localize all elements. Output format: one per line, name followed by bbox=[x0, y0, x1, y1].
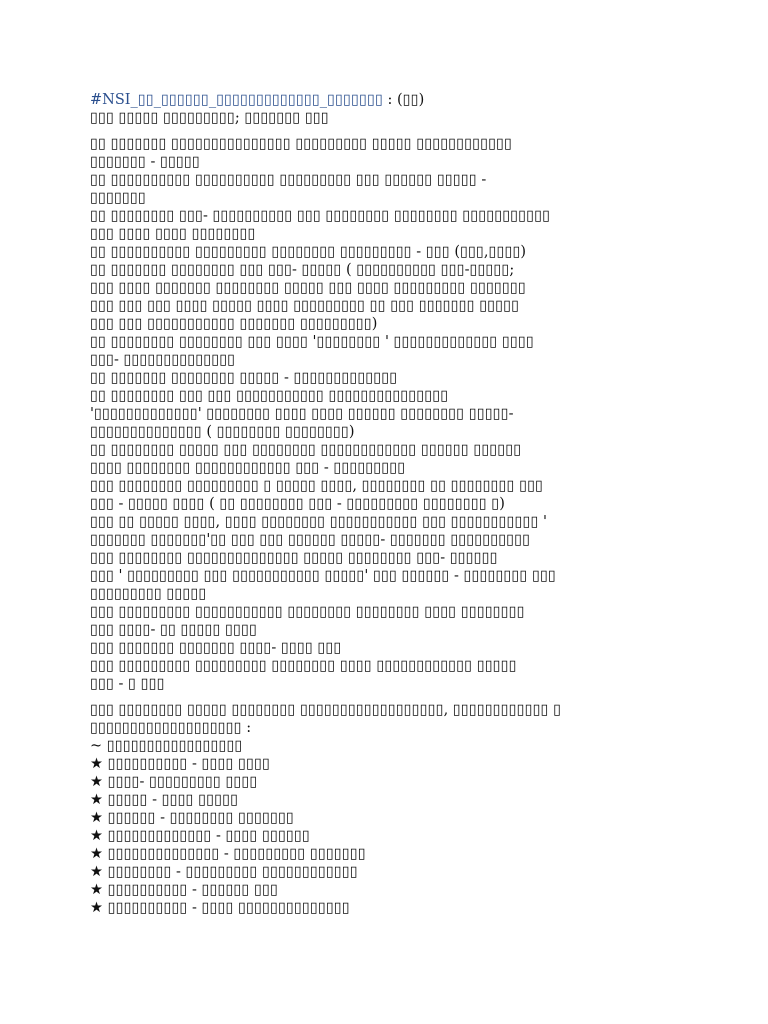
text-line: ▯▯▯ ▯▯▯▯- ▯▯ ▯▯▯▯▯ ▯▯▯▯ bbox=[90, 622, 257, 638]
text-line: ▯▯▯▯▯▯▯ - ▯▯▯▯▯ bbox=[90, 154, 200, 170]
list-item: ★ ▯▯▯▯▯▯▯▯▯▯ - ▯▯▯▯▯▯ ▯▯▯ bbox=[90, 882, 278, 898]
text-line: ▯▯▯- ▯▯▯▯▯▯▯▯▯▯▯▯▯▯ bbox=[90, 352, 236, 368]
text-line: ▯▯▯ ▯▯▯▯▯▯▯ ▯▯▯▯▯▯▯ ▯▯▯▯- ▯▯▯▯ ▯▯▯ bbox=[90, 640, 342, 656]
text-line: ▯▯▯ ▯▯▯▯ ▯▯▯▯ ▯▯▯▯▯▯▯▯ bbox=[90, 226, 256, 242]
subtitle: ▯▯▯ ▯▯▯▯▯ ▯▯▯▯▯▯▯▯▯; ▯▯▯▯▯▯▯ ▯▯▯ bbox=[90, 110, 329, 126]
list-item: ★ ▯▯▯▯▯▯▯▯▯▯▯▯▯▯ - ▯▯▯▯▯▯▯▯▯ ▯▯▯▯▯▯▯ bbox=[90, 846, 366, 862]
list-item: ★ ▯▯▯▯▯▯ - ▯▯▯▯▯▯▯▯ ▯▯▯▯▯▯▯ bbox=[90, 810, 294, 826]
list-item: ★ ▯▯▯▯▯▯▯▯▯▯ - ▯▯▯▯ ▯▯▯▯▯▯▯▯▯▯▯▯▯▯ bbox=[90, 900, 350, 916]
text-line: ▯▯ ▯▯▯▯▯▯▯▯▯▯ ▯▯▯▯▯▯▯▯▯▯ ▯▯▯▯▯▯▯▯▯ ▯▯▯ ▯▯▯▯▯▯ ▯▯▯▯▯ - bbox=[90, 172, 487, 188]
text-line: ▯▯▯▯▯▯▯ ▯▯▯▯▯▯▯'▯▯ ▯▯▯ ▯▯▯ ▯▯▯▯▯▯ ▯▯▯▯▯- ▯▯▯▯▯▯▯ ▯▯▯▯▯▯▯▯▯▯ bbox=[90, 532, 531, 548]
text-line: ▯▯▯ ▯▯▯ ▯▯▯ ▯▯▯▯ ▯▯▯▯▯ ▯▯▯▯ ▯▯▯▯▯▯▯▯▯ ▯▯ ▯▯▯ ▯▯▯▯▯▯▯ ▯▯▯▯▯ bbox=[90, 298, 520, 314]
text-line: ▯▯ ▯▯▯▯▯▯▯▯ ▯▯▯ ▯▯▯ ▯▯▯▯▯▯▯▯▯▯▯ ▯▯▯▯▯▯▯▯▯▯▯▯▯▯▯ bbox=[90, 388, 449, 404]
text-line: ▯▯ ▯▯▯▯▯▯▯▯▯▯ ▯▯▯▯▯▯▯▯▯ ▯▯▯▯▯▯▯▯ ▯▯▯▯▯▯▯▯▯ - ▯▯▯ (▯▯▯,▯▯▯▯) bbox=[90, 244, 527, 260]
text-line: ▯▯▯ ▯▯▯▯▯▯▯▯▯ ▯▯▯▯▯▯▯▯▯ ▯▯▯▯▯▯▯▯ ▯▯▯▯ ▯▯▯▯▯▯▯▯▯▯▯▯ ▯▯▯▯▯ bbox=[90, 658, 517, 674]
spacer bbox=[90, 127, 690, 135]
text-line: ▯▯▯▯▯▯▯▯▯ ▯▯▯▯▯ bbox=[90, 586, 207, 602]
list-intro-line: ~ ▯▯▯▯▯▯▯▯▯▯▯▯▯▯▯▯▯ bbox=[90, 738, 243, 754]
list-intro bbox=[90, 701, 690, 755]
text-line: ▯▯▯▯▯▯▯▯▯▯▯▯▯▯ ( ▯▯▯▯▯▯▯▯ ▯▯▯▯▯▯▯▯) bbox=[90, 424, 355, 440]
list-item: ★ ▯▯▯▯▯▯▯▯▯▯ - ▯▯▯▯ ▯▯▯▯ bbox=[90, 756, 270, 772]
text-line: ▯▯ ▯▯▯▯▯▯▯ ▯▯▯▯▯▯▯▯ ▯▯▯▯▯ - ▯▯▯▯▯▯▯▯▯▯▯▯▯ bbox=[90, 370, 398, 386]
text-line: ▯▯▯ - ▯▯▯▯▯ ▯▯▯▯ ( ▯▯ ▯▯▯▯▯▯▯▯ ▯▯▯ - ▯▯▯▯▯▯▯▯▯ ▯▯▯▯▯▯▯▯ ▯) bbox=[90, 496, 505, 512]
text-line: ▯▯ ▯▯▯▯▯▯▯ ▯▯▯▯▯▯▯▯ ▯▯▯ ▯▯▯- ▯▯▯▯▯ ( ▯▯▯▯▯▯▯▯▯▯ ▯▯▯-▯▯▯▯▯; bbox=[90, 262, 515, 278]
text-line: ▯▯▯ ▯▯▯▯▯▯▯▯ ▯▯▯▯▯▯▯▯▯▯▯▯▯▯ ▯▯▯▯▯ ▯▯▯▯▯▯▯▯ ▯▯▯- ▯▯▯▯▯▯ bbox=[90, 550, 498, 566]
text-line: ▯▯▯▯ ▯▯▯▯▯▯▯▯ ▯▯▯▯▯▯▯▯▯▯▯▯ ▯▯▯ - ▯▯▯▯▯▯▯▯▯ bbox=[90, 460, 406, 476]
text-line: ▯▯▯ ▯▯▯ ▯▯▯▯▯▯▯▯▯▯▯ ▯▯▯▯▯▯▯ ▯▯▯▯▯▯▯▯▯) bbox=[90, 316, 378, 332]
text-line: ▯▯▯ ▯▯ ▯▯▯▯▯ ▯▯▯▯, ▯▯▯▯ ▯▯▯▯▯▯▯▯ ▯▯▯▯▯▯▯▯▯▯▯ ▯▯▯ ▯▯▯▯▯▯▯▯▯▯▯ ' bbox=[90, 514, 548, 530]
header-line bbox=[90, 91, 690, 109]
text-line: ▯▯ ▯▯▯▯▯▯▯▯ ▯▯▯- ▯▯▯▯▯▯▯▯▯▯ ▯▯▯ ▯▯▯▯▯▯▯▯ ▯▯▯▯▯▯▯▯ ▯▯▯▯▯▯▯▯▯▯▯ bbox=[90, 208, 551, 224]
list-item: ★ ▯▯▯▯▯▯▯▯ - ▯▯▯▯▯▯▯▯▯ ▯▯▯▯▯▯▯▯▯▯▯▯ bbox=[90, 864, 358, 880]
text-line: ▯▯ ▯▯▯▯▯▯▯ ▯▯▯▯▯▯▯▯▯▯▯▯▯▯▯ ▯▯▯▯▯▯▯▯▯ ▯▯▯▯▯ ▯▯▯▯▯▯▯▯▯▯▯▯ bbox=[90, 136, 513, 152]
text-line: ▯▯▯▯▯▯▯ bbox=[90, 190, 146, 206]
text-line: ▯▯▯ ▯▯▯▯▯▯▯▯▯ ▯▯▯▯▯▯▯▯▯▯▯ ▯▯▯▯▯▯▯▯ ▯▯▯▯▯▯▯▯ ▯▯▯▯ ▯▯▯▯▯▯▯▯ bbox=[90, 604, 525, 620]
text-line: ▯▯▯ ▯▯▯▯▯▯▯▯ ▯▯▯▯▯▯▯▯▯ ▯ ▯▯▯▯▯ ▯▯▯▯, ▯▯▯▯▯▯▯▯ ▯▯ ▯▯▯▯▯▯▯▯ ▯▯▯ bbox=[90, 478, 544, 494]
text-line: ▯▯ ▯▯▯▯▯▯▯▯ ▯▯▯▯▯▯▯▯ ▯▯▯ ▯▯▯▯ '▯▯▯▯▯▯▯▯ ' ▯▯▯▯▯▯▯▯▯▯▯▯▯ ▯▯▯▯ bbox=[90, 334, 534, 350]
header-suffix: : (▯▯) bbox=[382, 92, 425, 108]
list-intro-line: ▯▯▯▯▯▯▯▯▯▯▯▯▯▯▯▯▯▯▯ : bbox=[90, 720, 252, 736]
list-item: ★ ▯▯▯▯▯▯▯▯▯▯▯▯▯ - ▯▯▯▯ ▯▯▯▯▯▯ bbox=[90, 828, 310, 844]
body-text bbox=[90, 135, 690, 693]
list-intro-line: ▯▯▯ ▯▯▯▯▯▯▯▯ ▯▯▯▯▯ ▯▯▯▯▯▯▯▯ ▯▯▯▯▯▯▯▯▯▯▯▯▯▯▯▯▯▯, ▯▯▯▯▯▯▯▯▯▯▯▯ ▯ bbox=[90, 702, 562, 718]
text-line: ▯▯▯ ' ▯▯▯▯▯▯▯▯▯ ▯▯▯ ▯▯▯▯▯▯▯▯▯▯▯ ▯▯▯▯▯' ▯▯▯ ▯▯▯▯▯▯ - ▯▯▯▯▯▯▯▯ ▯▯▯ bbox=[90, 568, 556, 584]
spacer bbox=[90, 693, 690, 701]
hashtag-link[interactable]: #NSI_▯▯_▯▯▯▯▯▯_▯▯▯▯▯▯▯▯▯▯▯▯▯_▯▯▯▯▯▯▯ bbox=[90, 92, 383, 108]
text-line: ▯▯▯ ▯▯▯▯ ▯▯▯▯▯▯▯ ▯▯▯▯▯▯▯▯ ▯▯▯▯▯ ▯▯▯ ▯▯▯▯ ▯▯▯▯▯▯▯▯▯ ▯▯▯▯▯▯▯ bbox=[90, 280, 526, 296]
text-line: ▯▯ ▯▯▯▯▯▯▯▯ ▯▯▯▯▯ ▯▯▯ ▯▯▯▯▯▯▯▯ ▯▯▯▯▯▯▯▯▯▯▯▯ ▯▯▯▯▯▯ ▯▯▯▯▯▯ bbox=[90, 442, 522, 458]
list-item: ★ ▯▯▯▯- ▯▯▯▯▯▯▯▯▯ ▯▯▯▯ bbox=[90, 774, 258, 790]
text-line: '▯▯▯▯▯▯▯▯▯▯▯▯▯' ▯▯▯▯▯▯▯▯ ▯▯▯▯ ▯▯▯▯ ▯▯▯▯▯▯ ▯▯▯▯▯▯▯▯ ▯▯▯▯▯- bbox=[90, 406, 514, 422]
text-line: ▯▯▯ - ▯ ▯▯▯ bbox=[90, 676, 165, 692]
star-list bbox=[90, 755, 690, 917]
document-body bbox=[90, 91, 690, 917]
list-item: ★ ▯▯▯▯▯ - ▯▯▯▯ ▯▯▯▯▯ bbox=[90, 792, 239, 808]
